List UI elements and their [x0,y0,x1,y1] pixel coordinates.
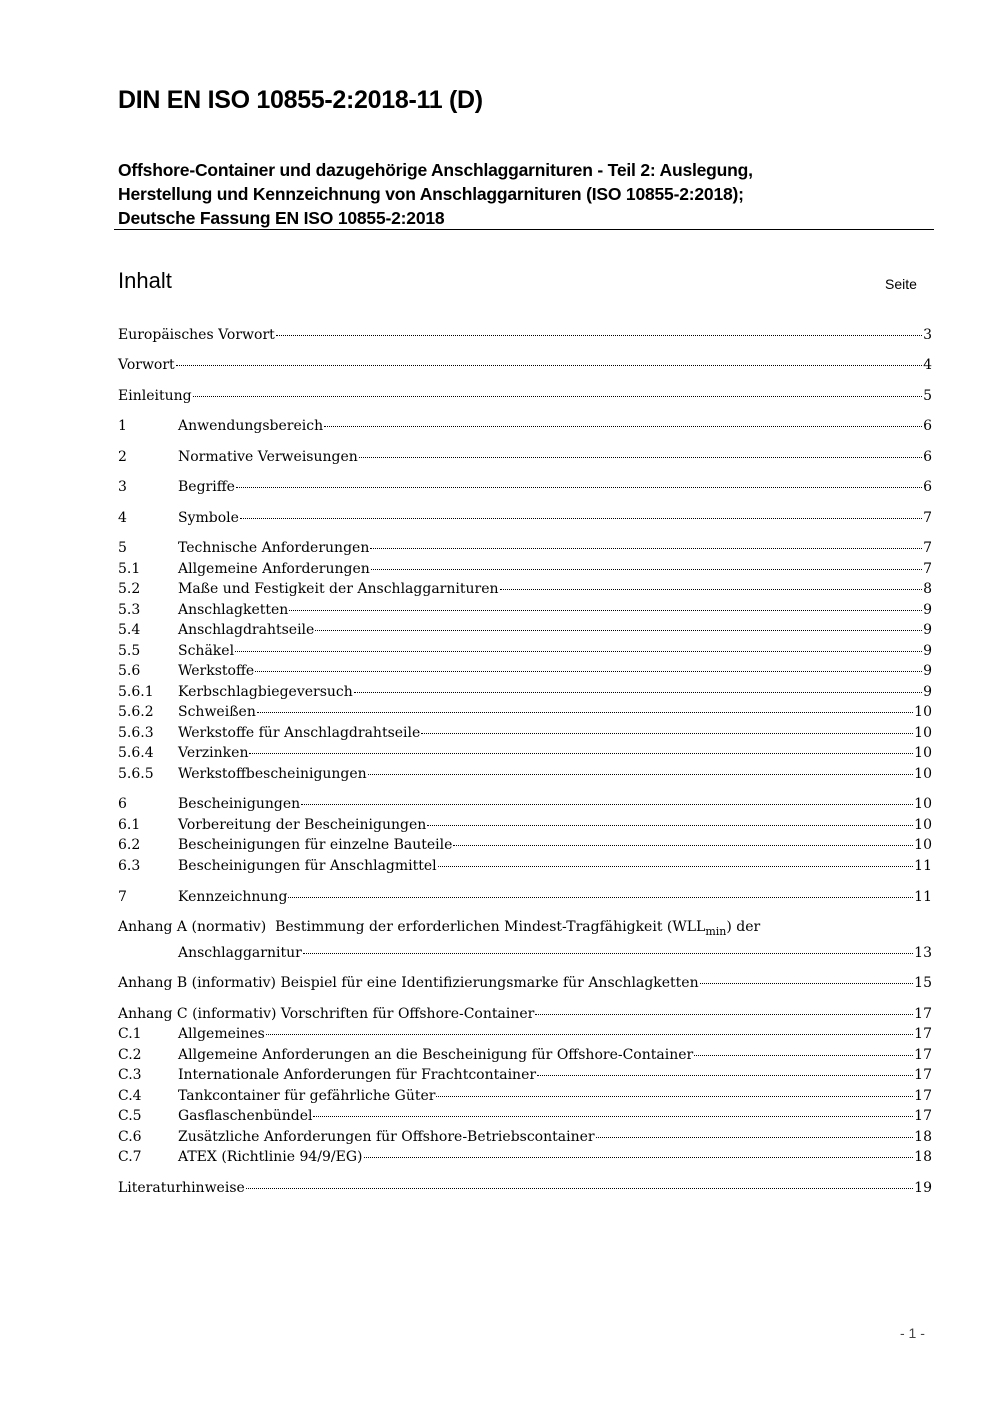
toc-entry[interactable] [118,448,932,466]
toc-entry-title: Anhang C (informativ) Vorschriften für Offshore-Container [118,1006,535,1022]
toc-entry[interactable] [118,1066,932,1084]
toc-leader [370,548,922,549]
toc-entry-title: Vorwort [118,357,175,373]
toc-entry[interactable] [118,857,932,875]
annex-a-subscript: min [705,925,727,938]
toc-leader [596,1137,914,1138]
toc-entry-number: C.5 [118,1108,142,1124]
toc-entry-title: Begriffe [178,479,235,495]
toc-entry[interactable] [118,580,932,598]
toc-entry-page: 10 [914,704,932,720]
toc-leader [235,651,922,652]
toc-entry-number: 5 [118,540,127,556]
toc-entry-number: 5.1 [118,561,141,577]
toc-leader [438,866,914,867]
toc-entry[interactable] [118,1179,932,1197]
toc-entry-number: 5.6.2 [118,704,154,720]
toc-leader [257,712,913,713]
toc-leader [694,1055,913,1056]
toc-entry-page: 9 [923,684,932,700]
toc-leader [700,983,914,984]
toc-entry-title: Internationale Anforderungen für Frachtcontainer [178,1067,537,1083]
toc-leader [313,1116,913,1117]
toc-leader [236,487,922,488]
toc-entry-page: 9 [923,643,932,659]
toc-leader [288,897,913,898]
toc-entry-page: 17 [914,1088,932,1104]
toc-entry-title: Gasflaschenbündel [178,1108,313,1124]
toc-entry-page: 18 [914,1149,932,1165]
toc-entry-title: Bescheinigungen für einzelne Bauteile [178,837,453,853]
toc-entry-page: 10 [914,725,932,741]
toc-entry-number: 6.2 [118,837,141,853]
toc-entry-annex-a-continued[interactable] [178,944,932,962]
toc-entry-number: C.7 [118,1149,142,1165]
toc-leader [301,804,913,805]
toc-leader [266,1034,913,1035]
toc-entry-page: 17 [914,1108,932,1124]
toc-entry-title: Normative Verweisungen [178,449,358,465]
toc-entry-title: Bescheinigungen für Anschlagmittel [178,858,437,874]
toc-leader [193,396,923,397]
toc-leader [249,753,913,754]
toc-entry[interactable] [118,478,932,496]
toc-entry-page: 6 [923,418,932,434]
toc-entry[interactable] [118,1087,932,1105]
toc-entry-annex-a[interactable] [118,918,760,937]
toc-entry-title: Symbole [178,510,239,526]
toc-leader [427,825,913,826]
toc-leader [255,671,922,672]
toc-entry-page: 10 [914,766,932,782]
toc-entry-title: Vorbereitung der Bescheinigungen [178,817,427,833]
toc-entry-number: 5.6.4 [118,745,154,761]
toc-entry-page: 9 [923,622,932,638]
toc-entry[interactable] [118,974,932,992]
toc-leader [359,457,922,458]
toc-entry-page: 9 [923,602,932,618]
toc-entry-page: 17 [914,1026,932,1042]
toc-entry-title: Verzinken [178,745,249,761]
toc-entry-number: C.1 [118,1026,142,1042]
toc-entry-title: Maße und Festigkeit der Anschlaggarnituren [178,581,499,597]
toc-entry-page: 11 [914,858,932,874]
toc-entry[interactable] [118,356,932,374]
toc-leader [500,589,923,590]
toc-entry-page: 8 [923,581,932,597]
toc-entry-title: Anschlaggarnitur [178,945,302,961]
toc-entry-number: 5.6.3 [118,725,154,741]
toc-entry[interactable] [118,601,932,619]
annex-a-title-end: ) der [726,919,761,935]
toc-entry[interactable] [118,387,932,405]
toc-entry-number: 6.3 [118,858,141,874]
toc-entry-page: 3 [923,327,932,343]
toc-entry[interactable] [118,1046,932,1064]
toc-entry-page: 4 [923,357,932,373]
toc-entry-number: C.3 [118,1067,142,1083]
toc-entry-title: Technische Anforderungen [178,540,370,556]
toc-entry-title: Werkstoffe [178,663,255,679]
toc-entry[interactable] [118,539,932,557]
toc-entry-page: 5 [923,388,932,404]
toc-entry[interactable] [118,683,932,701]
toc-entry-title: Tankcontainer für gefährliche Güter [178,1088,436,1104]
toc-entry-title: Allgemeines [178,1026,265,1042]
toc-entry-page: 17 [914,1006,932,1022]
toc-leader [303,953,913,954]
toc-entry-title: Anwendungsbereich [178,418,324,434]
toc-entry[interactable] [118,888,932,906]
toc-entry-title: Schäkel [178,643,235,659]
toc-entry[interactable] [118,703,932,721]
toc-entry-page: 19 [914,1180,932,1196]
toc-entry-page: 7 [923,561,932,577]
toc-entry[interactable] [118,1128,932,1146]
toc-entry[interactable] [118,642,932,660]
toc-leader [421,733,913,734]
toc-entry[interactable] [118,1005,932,1023]
toc-entry-number: 6 [118,796,127,812]
toc-entry[interactable] [118,560,932,578]
toc-entry-number: 5.3 [118,602,141,618]
toc-leader [371,569,922,570]
toc-entry[interactable] [118,816,932,834]
toc-entry-number: C.6 [118,1129,142,1145]
toc-entry-number: 5.2 [118,581,141,597]
toc-entry-page: 18 [914,1129,932,1145]
toc-entry[interactable] [118,1148,932,1166]
toc-leader [289,610,922,611]
toc-entry-number: 3 [118,479,127,495]
toc-leader [246,1188,913,1189]
toc-entry-number: C.2 [118,1047,142,1063]
toc-entry-number: 5.6.1 [118,684,154,700]
toc-entry[interactable] [118,1025,932,1043]
toc-entry-title: Literaturhinweise [118,1180,245,1196]
toc-entry-number: C.4 [118,1088,142,1104]
toc-entry-title: Schweißen [178,704,256,720]
toc-entry-title: Allgemeine Anforderungen an die Bescheinigung für Offshore-Container [178,1047,694,1063]
toc-entry-title: Kennzeichnung [178,889,288,905]
annex-a-label: Anhang A (normativ) [118,919,267,935]
toc-entry-page: 13 [914,945,932,961]
toc-entry-page: 7 [923,510,932,526]
toc-heading: Inhalt [118,268,172,293]
toc-leader [315,630,922,631]
annex-a-title: Bestimmung der erforderlichen Mindest-Tragfähigkeit (WLL [275,919,706,935]
toc-entry-title: Europäisches Vorwort [118,327,275,343]
toc-entry-title: Anhang B (informativ) Beispiel für eine Identifizierungsmarke für Anschlagketten [118,975,699,991]
toc-leader [364,1157,914,1158]
toc-entry-page: 6 [923,449,932,465]
toc-entry-title: Anschlagdrahtseile [178,622,315,638]
toc-entry-page: 17 [914,1047,932,1063]
subtitle-line: Herstellung und Kennzeichnung von Anschlaggarnituren (ISO 10855-2:2018); [118,184,744,204]
toc-entry-page: 6 [923,479,932,495]
toc-leader [436,1096,913,1097]
toc-entry-title: Anschlagketten [178,602,289,618]
toc-leader [537,1075,913,1076]
document-title: DIN EN ISO 10855-2:2018-11 (D) [118,86,483,114]
toc-entry-number: 5.5 [118,643,141,659]
toc-entry-title: ATEX (Richtlinie 94/9/EG) [178,1149,363,1165]
toc-leader [535,1014,913,1015]
toc-entry-number: 6.1 [118,817,141,833]
toc-entry[interactable] [118,724,932,742]
toc-entry-number: 5.4 [118,622,141,638]
toc-entry-number: 4 [118,510,127,526]
toc-entry-number: 7 [118,889,127,905]
toc-entry-page: 10 [914,745,932,761]
toc-entry-title: Zusätzliche Anforderungen für Offshore-Betriebscontainer [178,1129,595,1145]
toc-page-label: Seite [885,276,917,292]
toc-entry-page: 17 [914,1067,932,1083]
toc-entry-page: 11 [914,889,932,905]
toc-entry-title: Bescheinigungen [178,796,301,812]
toc-entry[interactable] [118,765,932,783]
toc-entry-title: Werkstoffe für Anschlagdrahtseile [178,725,421,741]
toc-entry-number: 2 [118,449,127,465]
toc-leader [453,845,913,846]
toc-leader [240,518,922,519]
page-number: - 1 - [900,1325,925,1341]
toc-entry-number: 1 [118,418,127,434]
toc-leader [354,692,922,693]
toc-entry[interactable] [118,836,932,854]
toc-entry-page: 15 [914,975,932,991]
toc-entry-page: 10 [914,817,932,833]
toc-entry[interactable] [118,1107,932,1125]
toc-entry-page: 7 [923,540,932,556]
toc-leader [368,774,913,775]
toc-entry[interactable] [118,744,932,762]
toc-entry[interactable] [118,417,932,435]
toc-entry[interactable] [118,509,932,527]
toc-entry-title: Werkstoffbescheinigungen [178,766,367,782]
toc-entry-number: 5.6.5 [118,766,154,782]
toc-entry-title: Allgemeine Anforderungen [178,561,370,577]
toc-leader [324,426,922,427]
toc-entry[interactable] [118,621,932,639]
toc-leader [276,335,922,336]
toc-entry-title: Einleitung [118,388,192,404]
toc-entry-title: Kerbschlagbiegeversuch [178,684,353,700]
toc-entry-page: 9 [923,663,932,679]
subtitle-line: Deutsche Fassung EN ISO 10855-2:2018 [118,208,445,228]
subtitle-line: Offshore-Container und dazugehörige Anschlaggarnituren - Teil 2: Auslegung, [118,160,753,180]
toc-entry[interactable] [118,795,932,813]
toc-entry-number: 5.6 [118,663,141,679]
toc-entry[interactable] [118,662,932,680]
toc-leader [176,365,922,366]
toc-entry[interactable] [118,326,932,344]
toc-entry-page: 10 [914,837,932,853]
toc-entry-page: 10 [914,796,932,812]
